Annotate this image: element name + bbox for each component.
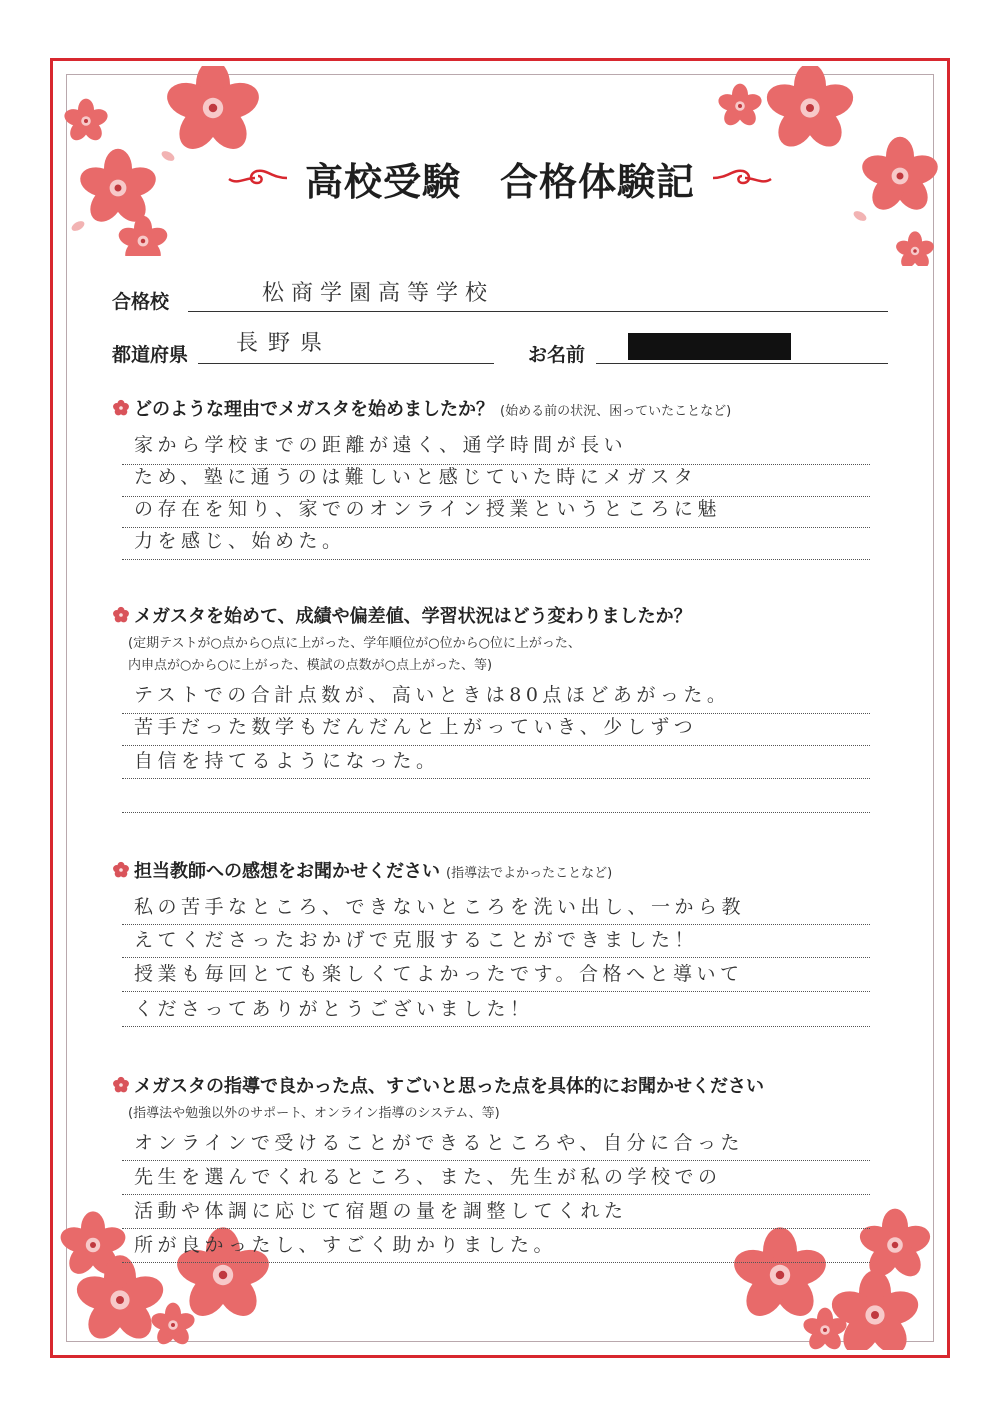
section-1-answer-line-1: 家から学校までの距離が遠く、通学時間が長い [134,434,628,456]
answer-line [122,1228,870,1229]
title-row [0,148,1000,208]
prefecture-value: 長野県 [236,331,333,356]
section-3-heading: 担当教師への感想をお聞かせください [134,861,440,882]
section-2-sub-2: 内申点が○から○に上がった、模試の点数が○点上がった、等) [128,658,493,673]
page-title: 高校受験 合格体験記 [304,159,695,204]
name-redaction [628,333,791,360]
section-4-answer-line-3: 活動や体調に応じて宿題の量を調整してくれた [134,1200,628,1222]
section-2-sub-1: (定期テストが○点から○点に上がった、学年順位が○位から○位に上がった、 [128,636,581,651]
prefecture-label: 都道府県 [112,344,189,366]
section-3-answer-line-1: 私の苦手なところ、できないところを洗い出し、一から教 [134,896,746,918]
section-1-note: (始める前の状況、困っていたことなど) [500,404,732,419]
section-2-answer-line-1: テストでの合計点数が、高いときは80点ほどあがった。 [134,684,731,706]
name-line [596,363,888,364]
answer-line [122,957,870,958]
right-swirl-icon [711,165,773,191]
section-3-answer-line-2: えてくださったおかげで克服することができました！ [134,929,699,951]
section-1-answer-line-2: ため、塾に通うのは難しいと感じていた時にメガスタ [134,466,698,488]
answer-line [122,778,870,779]
sakura-bullet-icon [112,399,130,417]
answer-line [122,1194,870,1195]
section-2-answer-line-2: 苦手だった数学もだんだんと上がっていき、少しずつ [134,716,698,738]
section-4-heading: メガスタの指導で良かった点、すごいと思った点を具体的にお聞かせください [134,1076,764,1097]
answer-line [122,812,870,813]
sakura-bullet-icon [112,861,130,879]
left-swirl-icon [227,165,289,191]
sakura-bullet-icon [112,606,130,624]
sakura-bullet-icon [112,1076,130,1094]
answer-line [122,991,870,992]
prefecture-line [198,363,494,364]
section-3-answer-line-4: くださってありがとうございました！ [134,998,534,1020]
section-3-note: (指導法でよかったことなど) [446,866,613,881]
name-label: お名前 [528,344,586,366]
section-4-sub-1: (指導法や勉強以外のサポート、オンライン指導のシステム、等) [128,1106,500,1121]
school-label: 合格校 [112,291,170,313]
answer-line [122,1262,870,1263]
answer-line [122,1160,870,1161]
section-2-heading: メガスタを始めて、成績や偏差値、学習状況はどう変わりましたか？ [134,606,692,627]
section-2-title [112,602,692,628]
section-1-answer-line-3: の存在を知り、家でのオンライン授業というところに魅 [134,498,721,520]
section-4-answer-line-2: 先生を選んでくれるところ、また、先生が私の学校での [134,1166,722,1188]
section-4-answer-line-1: オンラインで受けることができるところや、自分に合った [134,1132,745,1154]
section-1-title [112,395,731,421]
section-1-answer-line-4: 力を感じ、始めた。 [134,530,346,552]
school-line [188,311,888,312]
section-3-answer-line-3: 授業も毎回とても楽しくてよかったです。合格へと導いて [134,963,744,985]
section-4-title [112,1072,764,1098]
school-value: 松商学園高等学校 [262,281,495,306]
section-2-answer-line-3: 自信を持てるようになった。 [134,750,440,772]
section-1-heading: どのような理由でメガスタを始めましたか？ [134,399,494,420]
section-3-title [112,857,612,883]
answer-line [122,559,870,560]
section-4-answer-line-4: 所が良かったし、すごく助かりました。 [134,1234,558,1256]
answer-line [122,1026,870,1027]
